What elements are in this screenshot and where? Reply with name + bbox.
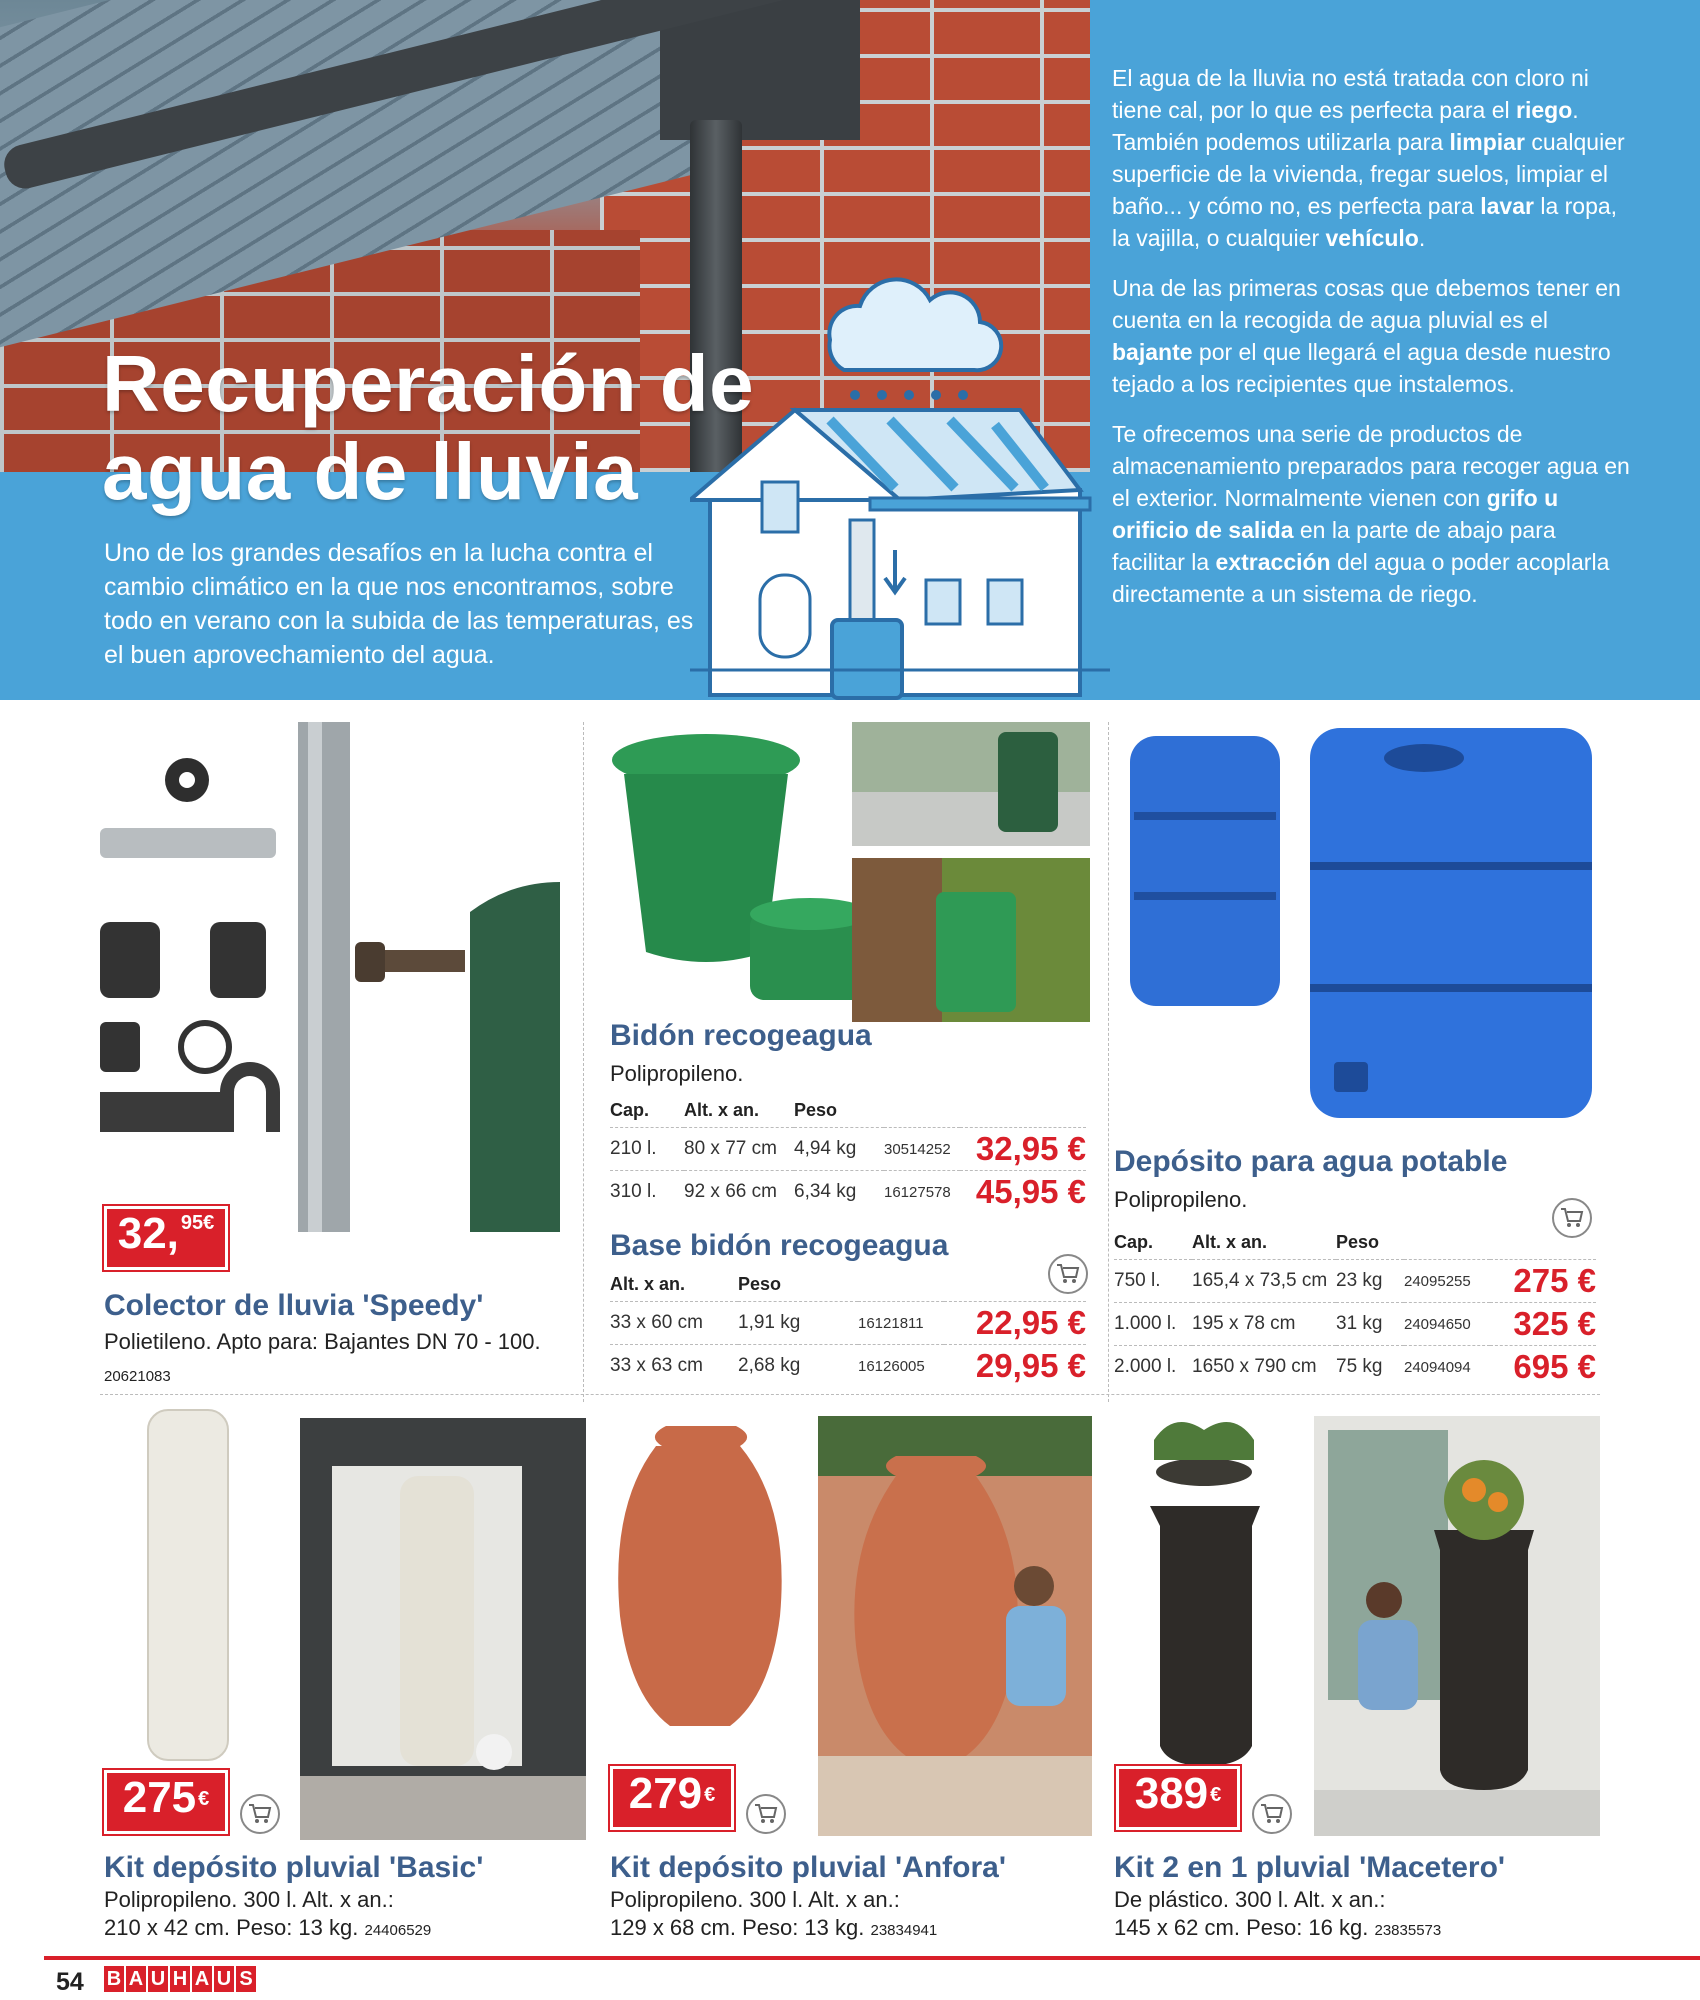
table-header-row [610, 1096, 1086, 1128]
price-badge: 32, 95€ [104, 1206, 228, 1270]
house-rain-illustration-icon [690, 260, 1110, 700]
table-header-row [1114, 1228, 1596, 1260]
table-row: 2.000 l. 1650 x 790 cm 75 kg 24094094 695 € [1114, 1346, 1596, 1389]
product-title: Kit depósito pluvial 'Anfora' [610, 1851, 1006, 1884]
table-header-row [610, 1270, 1086, 1302]
product-description: Polipropileno. [610, 1061, 744, 1086]
product-description: Polipropileno. 300 l. Alt. x an.: 210 x 42 cm. Peso: 13 kg. 24406529 [104, 1887, 432, 1940]
table-row: 33 x 60 cm 1,91 kg 16121811 22,95 € [610, 1302, 1086, 1345]
title-line-1: Recuperación de [102, 339, 755, 428]
hero-info-text [1112, 62, 1632, 628]
bidon-spec-table [610, 1096, 1086, 1213]
table-row: 210 l. 80 x 77 cm 4,94 kg 30514252 32,95 € [610, 1128, 1086, 1171]
product-description: Polietileno. Apto para: Bajantes DN 70 - 100. [104, 1329, 541, 1354]
cart-icon[interactable] [1252, 1794, 1292, 1834]
deposito-photo [1124, 722, 1600, 1122]
bauhaus-logo: B A U H A U S [104, 1966, 256, 1992]
column-divider [583, 722, 584, 1402]
product-title: Depósito para agua potable [1114, 1145, 1508, 1178]
column-header: Peso [1336, 1232, 1380, 1252]
info-paragraph-2: Una de las primeras cosas que debemos tener en cuenta en la recogida de agua pluvial es el bajante por el que llegará el agua desde nuestro tejado a los recipientes que instalemos. [1112, 275, 1621, 397]
cart-icon[interactable] [240, 1794, 280, 1834]
column-divider [1108, 722, 1109, 1402]
product-code: 20621083 [104, 1368, 171, 1385]
column-header: Alt. x an. [610, 1274, 686, 1294]
product-title: Bidón recogeagua [610, 1019, 872, 1052]
column-header: Cap. [1114, 1232, 1154, 1252]
column-header: Cap. [610, 1100, 650, 1120]
info-paragraph-1: El agua de la lluvia no está tratada con cloro ni tiene cal, por lo que es perfecta para el riego. También podemos utilizarla para limpiar cualquier superficie de la vivienda, fregar suelos, limpiar el baño... y cómo no, es perfecta para lavar la ropa, la vajilla, o cualquier vehículo. [1112, 65, 1625, 251]
info-paragraph-3: Te ofrecemos una serie de productos de almacenamiento preparados para recoger agua en el exterior. Normalmente vienen con grifo u orificio de salida en la parte de abajo para facilitar la extracción del agua o poder acoplarla directamente a un sistema de riego. [1112, 421, 1630, 607]
price-badge: 279 € [610, 1766, 734, 1830]
title-line-2: agua de lluvia [102, 427, 639, 516]
product-code: 23834941 [870, 1922, 938, 1939]
speedy-collector-photo [90, 722, 560, 1232]
table-row: 310 l. 92 x 66 cm 6,34 kg 16127578 45,95 € [610, 1171, 1086, 1214]
product-description: Polipropileno. [1114, 1187, 1248, 1212]
footer-rule [44, 1956, 1700, 1960]
product-title: Base bidón recogeagua [610, 1229, 949, 1262]
table-row: 1.000 l. 195 x 78 cm 31 kg 24094650 325 € [1114, 1303, 1596, 1346]
product-title: Kit depósito pluvial 'Basic' [104, 1851, 484, 1884]
bidon-photo [606, 722, 1090, 1022]
column-header: Alt. x an. [684, 1100, 760, 1120]
column-header: Peso [794, 1100, 838, 1120]
table-row: 33 x 63 cm 2,68 kg 16126005 29,95 € [610, 1345, 1086, 1388]
column-header: Peso [738, 1274, 782, 1294]
product-title: Kit 2 en 1 pluvial 'Macetero' [1114, 1851, 1506, 1884]
hero-intro: Uno de los grandes desafíos en la lucha contra el cambio climático en la que nos encontramos, sobre todo en verano con la subida de las temperaturas, es el buen aprovechamiento del agua. [104, 539, 694, 669]
column-header: Alt. x an. [1192, 1232, 1268, 1252]
product-code: 24406529 [364, 1922, 432, 1939]
base-spec-table [610, 1270, 1086, 1387]
price-badge: 275 € [104, 1770, 228, 1834]
page-number: 54 [56, 1968, 84, 1996]
price-badge: 389 € [1116, 1766, 1240, 1830]
cart-icon[interactable] [746, 1794, 786, 1834]
hero-banner [0, 0, 1700, 700]
product-title: Colector de lluvia 'Speedy' [104, 1289, 484, 1322]
product-description: De plástico. 300 l. Alt. x an.: 145 x 62 cm. Peso: 16 kg. 23835573 [1114, 1887, 1442, 1940]
product-description: Polipropileno. 300 l. Alt. x an.: 129 x 68 cm. Peso: 13 kg. 23834941 [610, 1887, 938, 1940]
deposito-spec-table [1114, 1228, 1596, 1388]
product-code: 23835573 [1374, 1922, 1442, 1939]
table-row: 750 l. 165,4 x 73,5 cm 23 kg 24095255 275 € [1114, 1260, 1596, 1303]
row-divider [100, 1394, 1600, 1395]
